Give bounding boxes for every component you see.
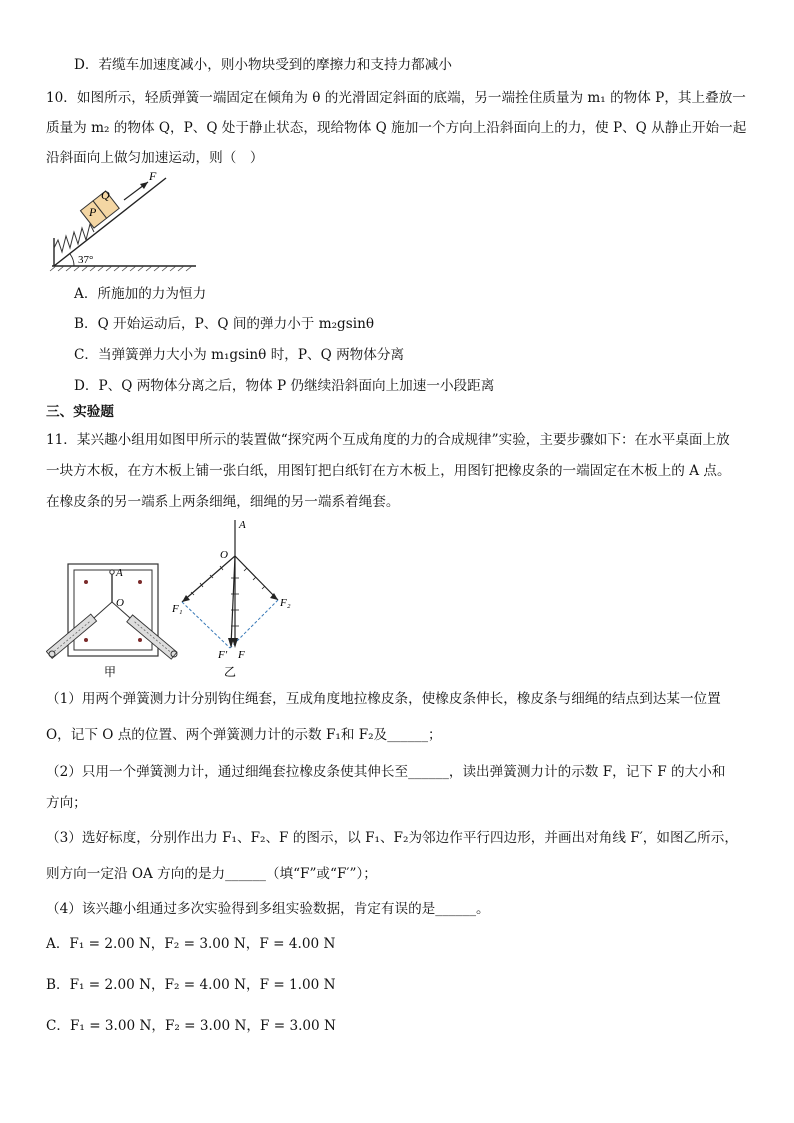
label-f: F	[149, 170, 157, 183]
q10-option-d: D．P、Q 两物体分离之后，物体 P 仍继续沿斜面向上加速一小段距离	[74, 378, 495, 394]
q11-part3-line1: （3）选好标度，分别作出力 F₁、F₂、F 的图示，以 F₁、F₂为邻边作平行四边形，并画出对角线 F′，如图乙所示，	[46, 830, 738, 846]
q11-stem-line2: 一块方木板，在方木板上铺一张白纸，用图钉把白纸钉在方木板上，用图钉把橡皮条的一端固定在木板上的 A 点。	[46, 463, 731, 479]
yi-label-a: A	[239, 519, 246, 531]
jia-caption: 甲	[104, 665, 117, 679]
figure-jia	[46, 558, 182, 682]
q11-part2-line1: （2）只用一个弹簧测力计，通过细绳套拉橡皮条使其伸长至______，读出弹簧测力计的示数 F，记下 F 的大小和	[46, 764, 726, 780]
q11-part1-line2: O，记下 O 点的位置、两个弹簧测力计的示数 F₁和 F₂及______；	[46, 727, 442, 743]
q10-incline-figure	[48, 170, 198, 272]
q10-option-b: B．Q 开始运动后，P、Q 间的弹力小于 m₂gsinθ	[74, 316, 375, 332]
q11-stem-line1: 11．某兴趣小组用如图甲所示的装置做“探究两个互成角度的力的合成规律”实验，主要步骤如下：在水平桌面上放	[46, 432, 730, 448]
yi-label-f2: F₂	[280, 597, 291, 609]
section-heading: 三、实验题	[46, 404, 114, 420]
q11-option-b: B．F₁ = 2.00 N，F₂ = 4.00 N，F = 1.00 N	[46, 977, 336, 993]
q10-option-a: A．所施加的力为恒力	[74, 286, 207, 302]
q11-part1-line1: （1）用两个弹簧测力计分别钩住绳套，互成角度地拉橡皮条，使橡皮条伸长，橡皮条与细绳的结点到达某一位置	[46, 691, 721, 707]
label-p: P	[89, 205, 97, 219]
jia-label-o: O	[116, 597, 124, 609]
yi-label-o: O	[220, 549, 228, 561]
q10-stem-line2: 质量为 m₂ 的物体 Q，P、Q 处于静止状态，现给物体 Q 施加一个方向上沿斜面向上的力，使 P、Q 从静止开始一起	[46, 120, 747, 136]
yi-label-f1: F₁	[172, 603, 183, 615]
jia-label-a: A	[116, 567, 123, 579]
q10-stem-line3: 沿斜面向上做匀加速运动，则（ ）	[46, 150, 264, 166]
q11-option-a: A．F₁ = 2.00 N，F₂ = 3.00 N，F = 4.00 N	[46, 936, 336, 952]
yi-label-fprime: F′	[218, 649, 228, 661]
q10-stem-line1: 10．如图所示，轻质弹簧一端固定在倾角为 θ 的光滑固定斜面的底端，另一端拴住质量为 m₁ 的物体 P，其上叠放一	[46, 90, 746, 106]
q9-option-d: D．若缆车加速度减小，则小物块受到的摩擦力和支持力都减小	[74, 57, 452, 73]
q11-part2-line2: 方向；	[46, 795, 87, 811]
yi-label-f: F	[238, 649, 245, 661]
yi-caption: 乙	[224, 665, 237, 679]
q10-option-c: C．当弹簧弹力大小为 m₁gsinθ 时，P、Q 两物体分离	[74, 347, 405, 363]
angle-label: 37°	[78, 254, 94, 266]
q11-part3-line2: 则方向一定沿 OA 方向的是力______（填“F”或“F′”）；	[46, 866, 377, 882]
q11-stem-line3: 在橡皮条的另一端系上两条细绳，细绳的另一端系着绳套。	[46, 494, 400, 510]
figure-yi	[168, 516, 308, 682]
q11-part4-line1: （4）该兴趣小组通过多次实验得到多组实验数据，肯定有误的是______。	[46, 901, 490, 917]
q11-option-c: C．F₁ = 3.00 N，F₂ = 3.00 N，F = 3.00 N	[46, 1018, 336, 1034]
label-q: Q	[101, 188, 110, 202]
